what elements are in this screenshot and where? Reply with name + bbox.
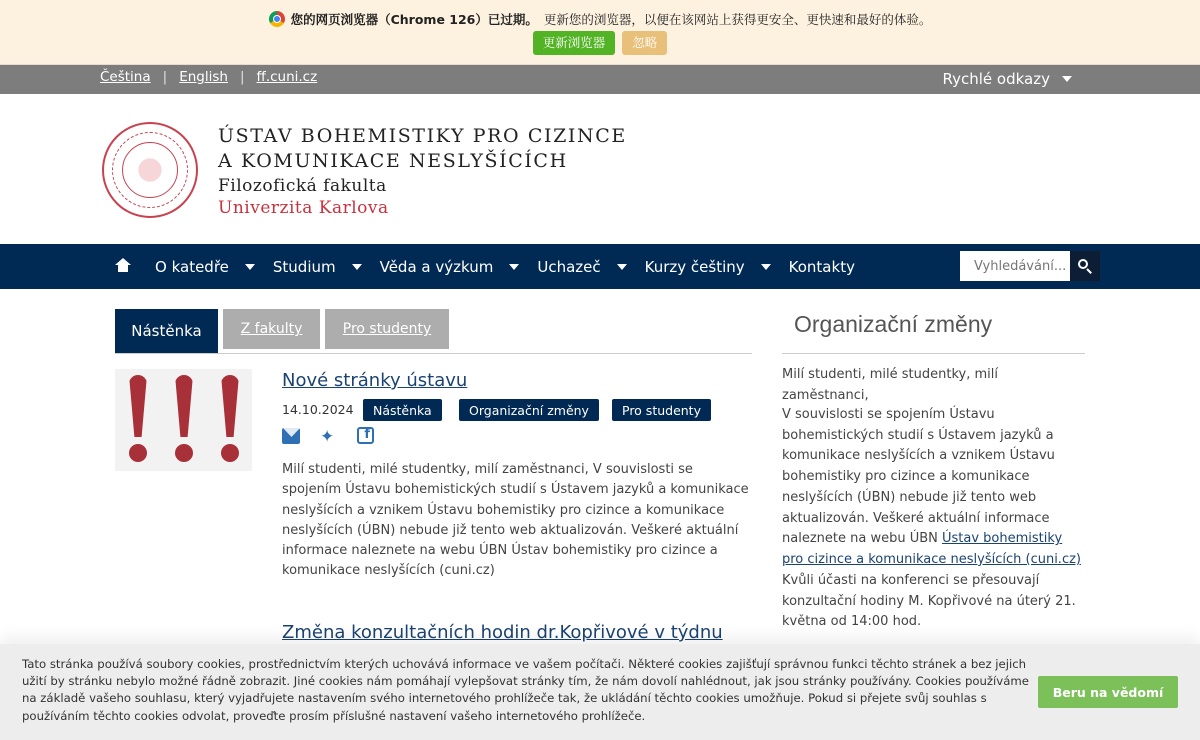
update-browser-button[interactable]: 更新浏览器 <box>533 31 616 55</box>
chevron-down-icon <box>509 264 519 270</box>
email-share-icon[interactable] <box>282 428 300 444</box>
browser-warning-prefix: 您的网页浏览器（Chrome 126）已过期。 <box>290 12 538 27</box>
site-title[interactable] <box>218 124 627 218</box>
search-button[interactable] <box>1070 251 1100 281</box>
article-excerpt: Milí studenti, milé studentky, milí zaměstnanci, V souvislosti se spojením Ústavu bohemistických studií s Ústavem jazyků a komunikace neslyšících a vznikem Ústavu bohemistiky pro cizince a komunikace neslyšících (ÚBN) nebude již tento web aktualizován. Veškeré aktuální informace naleznete na webu ÚBN Ústav bohemistiky pro cizince a komunikace neslyšících (cuni.cz) <box>282 462 749 579</box>
lang-link-czech[interactable]: Čeština <box>100 69 151 85</box>
ubn-website-link[interactable]: Ústav bohemistiky pro cizince a komunikace neslyšících (cuni.cz) <box>782 531 1081 567</box>
sidebar-paragraph-consultation: Kvůli účasti na konferenci se přesouvají konzultační hodiny M. Kopřivové na úterý 21. května od 14:00 hod. <box>782 573 1076 630</box>
twitter-share-icon[interactable]: ✦ <box>320 427 335 447</box>
nav-item-kurzy-cestiny[interactable] <box>645 258 771 276</box>
main-navigation <box>0 244 1200 289</box>
home-icon[interactable] <box>115 258 131 272</box>
chrome-icon <box>269 11 285 27</box>
top-bar <box>0 65 1200 94</box>
nav-item-label: Uchazeč <box>537 257 601 276</box>
tab-pro-studenty[interactable]: Pro studenty <box>325 309 449 349</box>
chevron-down-icon <box>245 264 255 270</box>
faculty-name: Filozofická fakulta <box>218 176 387 196</box>
news-tabs <box>115 308 752 354</box>
faculty-link[interactable]: ff.cuni.cz <box>256 69 318 85</box>
article-thumbnail[interactable] <box>115 369 252 471</box>
nav-item-veda-a-vyzkum[interactable] <box>380 258 520 276</box>
chevron-down-icon <box>761 264 771 270</box>
language-links <box>100 69 317 85</box>
separator: | <box>239 69 245 85</box>
cookie-consent-bar <box>0 644 1200 740</box>
chevron-down-icon <box>1062 76 1072 82</box>
quick-links-label: Rychlé odkazy <box>942 70 1050 88</box>
cookie-text: Tato stránka používá soubory cookies, prostřednictvím kterých uchovává informace ve vašem počítači. Některé cookies zajišťují správnou funkci těchto stránek a bez jejich užití by stránku nebylo možné řádně zobrazit. Jiné cookies nám pomáhají vylepšovat stránky tím, že nám dovolí nahlédnout, jak jsou stránky používány. Cookies používáme na základě vašeho souhlasu, který vyjadřujete nastavením svého internetového prohlížeče tak, že ukládání těchto cookies umožňuje. Pokud si přejete svůj souhlas s používáním těchto cookies odvolat, proveďte prosím příslušné nastavení vašeho internetového prohlížeče. <box>22 657 1029 723</box>
sidebar-greeting: Milí studenti, milé studentky, milí zaměstnanci, <box>782 367 998 403</box>
accept-cookies-button[interactable]: Beru na vědomí <box>1038 676 1178 708</box>
quick-links-dropdown[interactable] <box>943 70 1072 88</box>
browser-warning-message <box>0 10 1200 28</box>
exclamation-icon <box>129 375 147 462</box>
search-input[interactable] <box>960 251 1070 281</box>
nav-item-label: Kontakty <box>788 257 855 276</box>
tag-nastenka[interactable]: Nástěnka <box>363 399 442 421</box>
title-line-2: A KOMUNIKACE NESLYŠÍCÍCH <box>218 150 568 172</box>
chevron-down-icon <box>352 264 362 270</box>
browser-warning-suffix: 更新您的浏览器，以便在该网站上获得更安全、更快速和最好的体验。 <box>543 12 932 27</box>
separator: | <box>162 69 168 85</box>
nav-item-label: O katedře <box>155 257 229 276</box>
tab-z-fakulty[interactable]: Z fakulty <box>223 309 320 349</box>
ignore-button[interactable]: 忽略 <box>622 31 667 55</box>
tab-nastenka[interactable]: Nástěnka <box>115 309 218 353</box>
facebook-share-icon[interactable]: f <box>357 427 374 444</box>
nav-item-label: Studium <box>272 257 336 276</box>
nav-item-uchazec[interactable] <box>537 258 626 276</box>
nav-item-o-katedre[interactable] <box>155 258 255 276</box>
title-line-1: ÚSTAV BOHEMISTIKY PRO CIZINCE <box>218 125 627 147</box>
university-seal-logo[interactable] <box>102 122 198 218</box>
nav-item-studium[interactable] <box>273 258 362 276</box>
search-icon <box>1078 259 1088 269</box>
sidebar-paragraph-text: V souvislosti se spojením Ústavu bohemistických studií s Ústavem jazyků a komunikace neslyšících a vznikem Ústavu bohemistiky pro cizince a komunikace neslyšících (ÚBN) nebude již tento web aktualizován. Veškeré aktuální informace naleznete na webu ÚBN <box>782 407 1055 547</box>
site-header <box>0 94 1200 244</box>
exclamation-icon <box>221 375 239 462</box>
nav-item-label: Věda a výzkum <box>379 257 494 276</box>
sidebar-title: Organizační změny <box>782 303 1085 354</box>
chevron-down-icon <box>617 264 627 270</box>
tag-organizacni-zmeny[interactable]: Organizační změny <box>459 399 599 421</box>
article-date: 14.10.2024 <box>282 402 354 417</box>
sidebar-paragraph <box>782 405 1085 571</box>
article-title[interactable]: Změna konzultačních hodin dr.Kopřivové v týdnu <box>282 622 723 643</box>
lang-link-english[interactable]: English <box>179 69 228 85</box>
nav-item-kontakty[interactable] <box>789 258 855 276</box>
browser-warning-bar <box>0 0 1200 65</box>
nav-item-label: Kurzy češtiny <box>644 257 745 276</box>
university-name: Univerzita Karlova <box>218 198 389 218</box>
tag-pro-studenty[interactable]: Pro studenty <box>612 399 711 421</box>
exclamation-icon <box>175 375 193 462</box>
article-title[interactable]: Nové stránky ústavu <box>282 370 468 391</box>
